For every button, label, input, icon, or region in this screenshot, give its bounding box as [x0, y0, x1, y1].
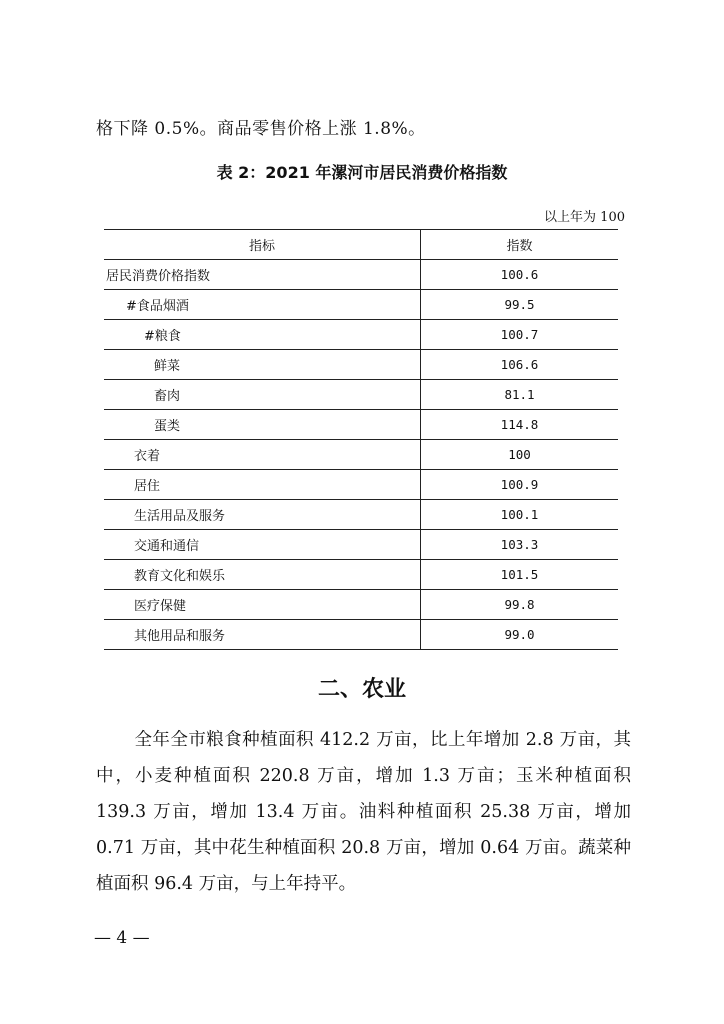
table-row [104, 350, 618, 380]
table-row [104, 440, 618, 470]
row-label: 蛋类 [104, 410, 421, 440]
table-row [104, 260, 618, 290]
table-row [104, 320, 618, 350]
page-number: — 4 — [94, 928, 150, 948]
row-label: 其他用品和服务 [104, 620, 421, 650]
table-row [104, 560, 618, 590]
header-index: 指数 [421, 230, 619, 260]
row-label: 衣着 [104, 440, 421, 470]
section-heading: 二、农业 [317, 677, 406, 702]
cpi-table [104, 229, 618, 650]
row-value: 100 [421, 440, 619, 470]
row-label: 畜肉 [104, 380, 421, 410]
row-label: 居住 [104, 470, 421, 500]
row-value: 100.7 [421, 320, 619, 350]
table-row [104, 620, 618, 650]
header-indicator: 指标 [104, 230, 421, 260]
row-label: 鲜菜 [104, 350, 421, 380]
row-value: 99.8 [421, 590, 619, 620]
row-value: 81.1 [421, 380, 619, 410]
paragraph-text: 全年全市粮食种植面积 412.2 万亩，比上年增加 2.8 万亩，其中，小麦种植面积 220.8 万亩，增加 1.3 万亩；玉米种植面积 139.3 万亩，增加 13.4 万亩。油料种植面积 25.38 万亩，增加 0.71 万亩，其中花生种植面积 20.8 万亩，增加 0.64 万亩。蔬菜种植面积 96.4 万亩，与上年持平。 [96, 730, 631, 894]
row-value: 100.6 [421, 260, 619, 290]
row-value: 106.6 [421, 350, 619, 380]
row-label: #食品烟酒 [104, 290, 421, 320]
row-label: #粮食 [104, 320, 421, 350]
row-value: 101.5 [421, 560, 619, 590]
table-row [104, 290, 618, 320]
carryover-text: 格下降 0.5%。商品零售价格上涨 1.8%。 [96, 119, 426, 139]
table-row [104, 530, 618, 560]
row-value: 103.3 [421, 530, 619, 560]
table-header-row [104, 230, 618, 260]
row-value: 99.5 [421, 290, 619, 320]
table-row [104, 500, 618, 530]
row-label: 生活用品及服务 [104, 500, 421, 530]
row-label: 居民消费价格指数 [104, 260, 421, 290]
row-value: 100.9 [421, 470, 619, 500]
table-row [104, 470, 618, 500]
row-value: 100.1 [421, 500, 619, 530]
row-label: 交通和通信 [104, 530, 421, 560]
row-label: 医疗保健 [104, 590, 421, 620]
table-row [104, 590, 618, 620]
agriculture-paragraph [96, 722, 631, 902]
table-row [104, 380, 618, 410]
table-unit-note: 以上年为 100 [544, 210, 625, 225]
row-value: 114.8 [421, 410, 619, 440]
row-label: 教育文化和娱乐 [104, 560, 421, 590]
row-value: 99.0 [421, 620, 619, 650]
table-title: 表 2：2021 年漯河市居民消费价格指数 [216, 163, 508, 182]
table-row [104, 410, 618, 440]
table-body [104, 260, 618, 650]
